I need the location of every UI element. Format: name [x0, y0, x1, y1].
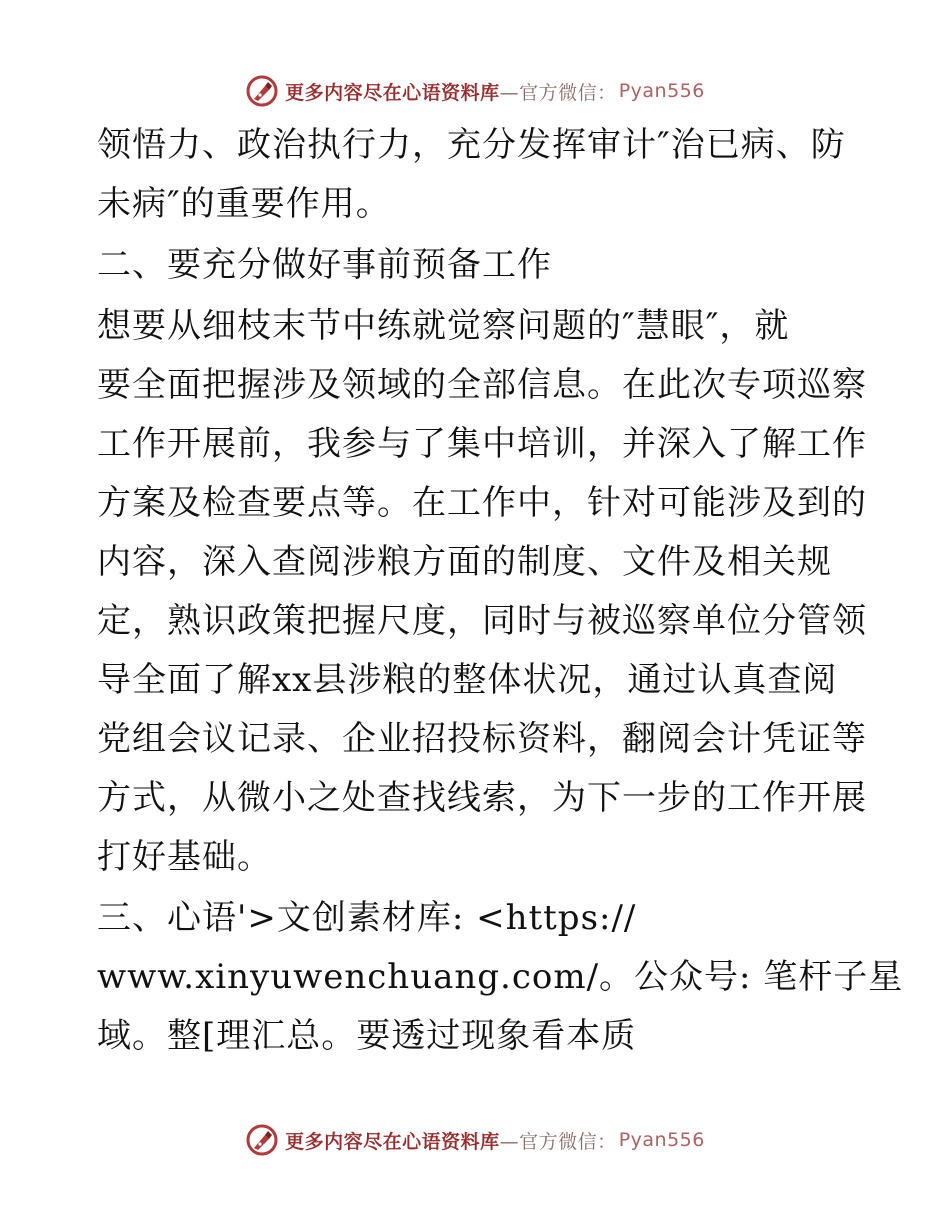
pen-nib-logo-icon	[245, 74, 279, 108]
watermark-brand-text: 更多内容尽在心语资料库	[285, 81, 500, 104]
watermark-wechat-id: Pyan556	[618, 80, 705, 102]
text-line: 党组会议记录、企业招投标资料，翻阅会计凭证等	[97, 719, 867, 759]
document-body	[97, 116, 904, 1066]
text-line: 打好基础。	[97, 837, 272, 877]
watermark-wechat-id: Pyan556	[618, 1129, 705, 1151]
section-heading-two	[97, 236, 857, 295]
text-line: 工作开展前，我参与了集中培训，并深入了解工作	[97, 424, 867, 464]
heading-line: 三、心语'>文创素材库: <https://	[97, 898, 637, 938]
text-line: 未病″的重要作用。	[97, 184, 391, 224]
text-line: 定，熟识政策把握尺度，同时与被巡察单位分管领	[97, 601, 867, 641]
paragraph-intro-continuation	[97, 116, 857, 234]
header-watermark	[0, 71, 950, 111]
text-line: 方案及检查要点等。在工作中，针对可能涉及到的	[97, 483, 867, 523]
section-heading-three	[97, 889, 904, 1066]
text-line: 领悟力、政治执行力，充分发挥审计″治已病、防	[97, 125, 846, 165]
watermark-contact-text: —官方微信：	[499, 81, 617, 104]
heading-line: 二、要充分做好事前预备工作	[97, 245, 552, 285]
pen-nib-logo-icon	[245, 1123, 279, 1157]
footer-watermark	[0, 1120, 950, 1160]
text-line: 方式，从微小之处查找线索，为下一步的工作开展	[97, 778, 867, 818]
text-line: www.xinyuwenchuang.com/。公众号: 笔杆子星	[97, 957, 904, 997]
watermark-contact-text: —官方微信：	[499, 1130, 617, 1153]
watermark-brand-text: 更多内容尽在心语资料库	[285, 1130, 500, 1153]
text-line: 导全面了解xx县涉粮的整体状况，通过认真查阅	[97, 660, 838, 700]
paragraph-preparation	[97, 297, 867, 887]
text-line: 要全面把握涉及领域的全部信息。在此次专项巡察	[97, 365, 867, 405]
text-line: 想要从细枝末节中练就觉察问题的″慧眼″，就	[97, 306, 790, 346]
text-line: 域。整[理汇总。要透过现象看本质	[97, 1016, 637, 1056]
text-line: 内容，深入查阅涉粮方面的制度、文件及相关规	[97, 542, 832, 582]
